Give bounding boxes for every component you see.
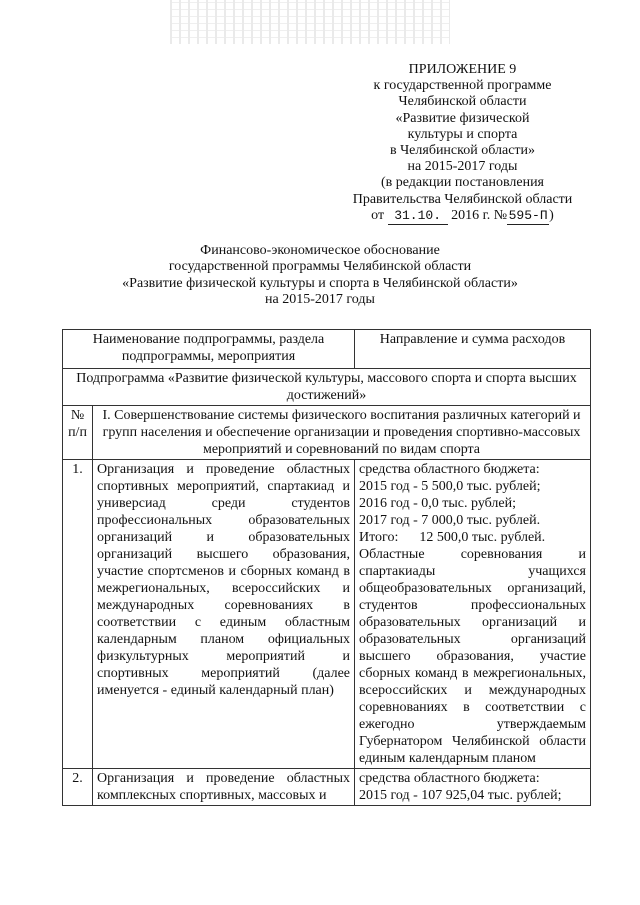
- header-name: Наименование подпрограммы, раздела подпрограммы, мероприятия: [63, 330, 355, 369]
- title-line: Финансово-экономическое обоснование: [200, 243, 440, 258]
- title-line: «Развитие физической культуры и спорта в Челябинской области»: [122, 275, 518, 291]
- decree-year: 2016 г. №: [451, 207, 508, 223]
- subprogram-title: Подпрограмма «Развитие физической культуры, массового спорта и спорта высших достижений»: [63, 369, 591, 406]
- decree-date: 31.10.: [388, 208, 448, 225]
- table-header-row: [63, 330, 591, 369]
- title-line: государственной программы Челябинской области: [168, 259, 472, 275]
- appendix-date-line: [335, 208, 590, 225]
- row-number: 1.: [63, 460, 93, 769]
- financing-table: [62, 329, 591, 806]
- funding-total: Итого: 12 500,0 тыс. рублей.: [359, 530, 546, 545]
- header-direction: Направление и сумма расходов: [355, 330, 591, 369]
- subprogram-row: [63, 369, 591, 406]
- appendix-line: в Челябинской области»: [389, 143, 536, 159]
- row-activity: Организация и проведение областных спортивных мероприятий, спартакиад и универсиад среди студентов профессиональных образовательных организаций и образовательных организаций высшего образования, участие спортсменов и сборных команд в межрегиональных, всероссийских и международных соревнованиях в соответствии с единым областным календарным планом официальных физкультурных мероприятий и спортивных мероприятий (далее именуется - единый календарный план): [93, 460, 355, 769]
- section-title: I. Совершенствование системы физического воспитания различных категорий и групп населения и обеспечение организации и проведения спортивно-массовых мероприятий и соревнований по видам спорта: [93, 406, 591, 460]
- scan-artifact: [170, 0, 450, 44]
- section-row: [63, 406, 591, 460]
- appendix-line: (в редакции постановления: [380, 175, 545, 191]
- funding-line: средства областного бюджета:: [359, 771, 540, 786]
- funding-line: 2015 год - 107 925,04 тыс. рублей;: [359, 788, 562, 803]
- row-activity: Организация и проведение областных комплексных спортивных, массовых и: [93, 769, 355, 806]
- appendix-line: Правительства Челябинской области: [352, 191, 573, 207]
- funding-line: средства областного бюджета:: [359, 462, 540, 477]
- appendix-line: Челябинской области: [398, 94, 527, 110]
- appendix-block: [335, 62, 590, 225]
- appendix-heading: ПРИЛОЖЕНИЕ 9: [408, 62, 517, 77]
- num-header: № п/п: [63, 406, 93, 460]
- appendix-line: к государственной программе: [373, 78, 552, 94]
- appendix-line: «Развитие физической: [395, 110, 530, 126]
- document-title: [70, 243, 570, 309]
- table-row: [63, 460, 591, 769]
- decree-number: 595-П: [507, 208, 549, 225]
- funding-line: 2015 год - 5 500,0 тыс. рублей;: [359, 479, 541, 494]
- row-funding: [355, 769, 591, 806]
- row-number: 2.: [63, 769, 93, 806]
- funding-line: 2017 год - 7 000,0 тыс. рублей.: [359, 513, 541, 528]
- date-prefix: от: [371, 207, 385, 223]
- funding-line: 2016 год - 0,0 тыс. рублей;: [359, 496, 517, 511]
- title-line: на 2015-2017 годы: [265, 292, 375, 308]
- appendix-line: культуры и спорта: [407, 126, 518, 142]
- table-row: [63, 769, 591, 806]
- funding-description: Областные соревнования и спартакиады учащихся общеобразовательных организаций, студентов профессиональных образовательных организаций и образовательных организаций высшего образования, участие сборных команд в межрегиональных, всероссийских и международных соревнованиях в соответствии с ежегодно утверждаемым Губернатором Челябинской области единым календарным планом: [359, 547, 586, 766]
- row-funding: [355, 460, 591, 769]
- appendix-line: на 2015-2017 годы: [407, 159, 518, 175]
- close-paren: ): [549, 207, 554, 223]
